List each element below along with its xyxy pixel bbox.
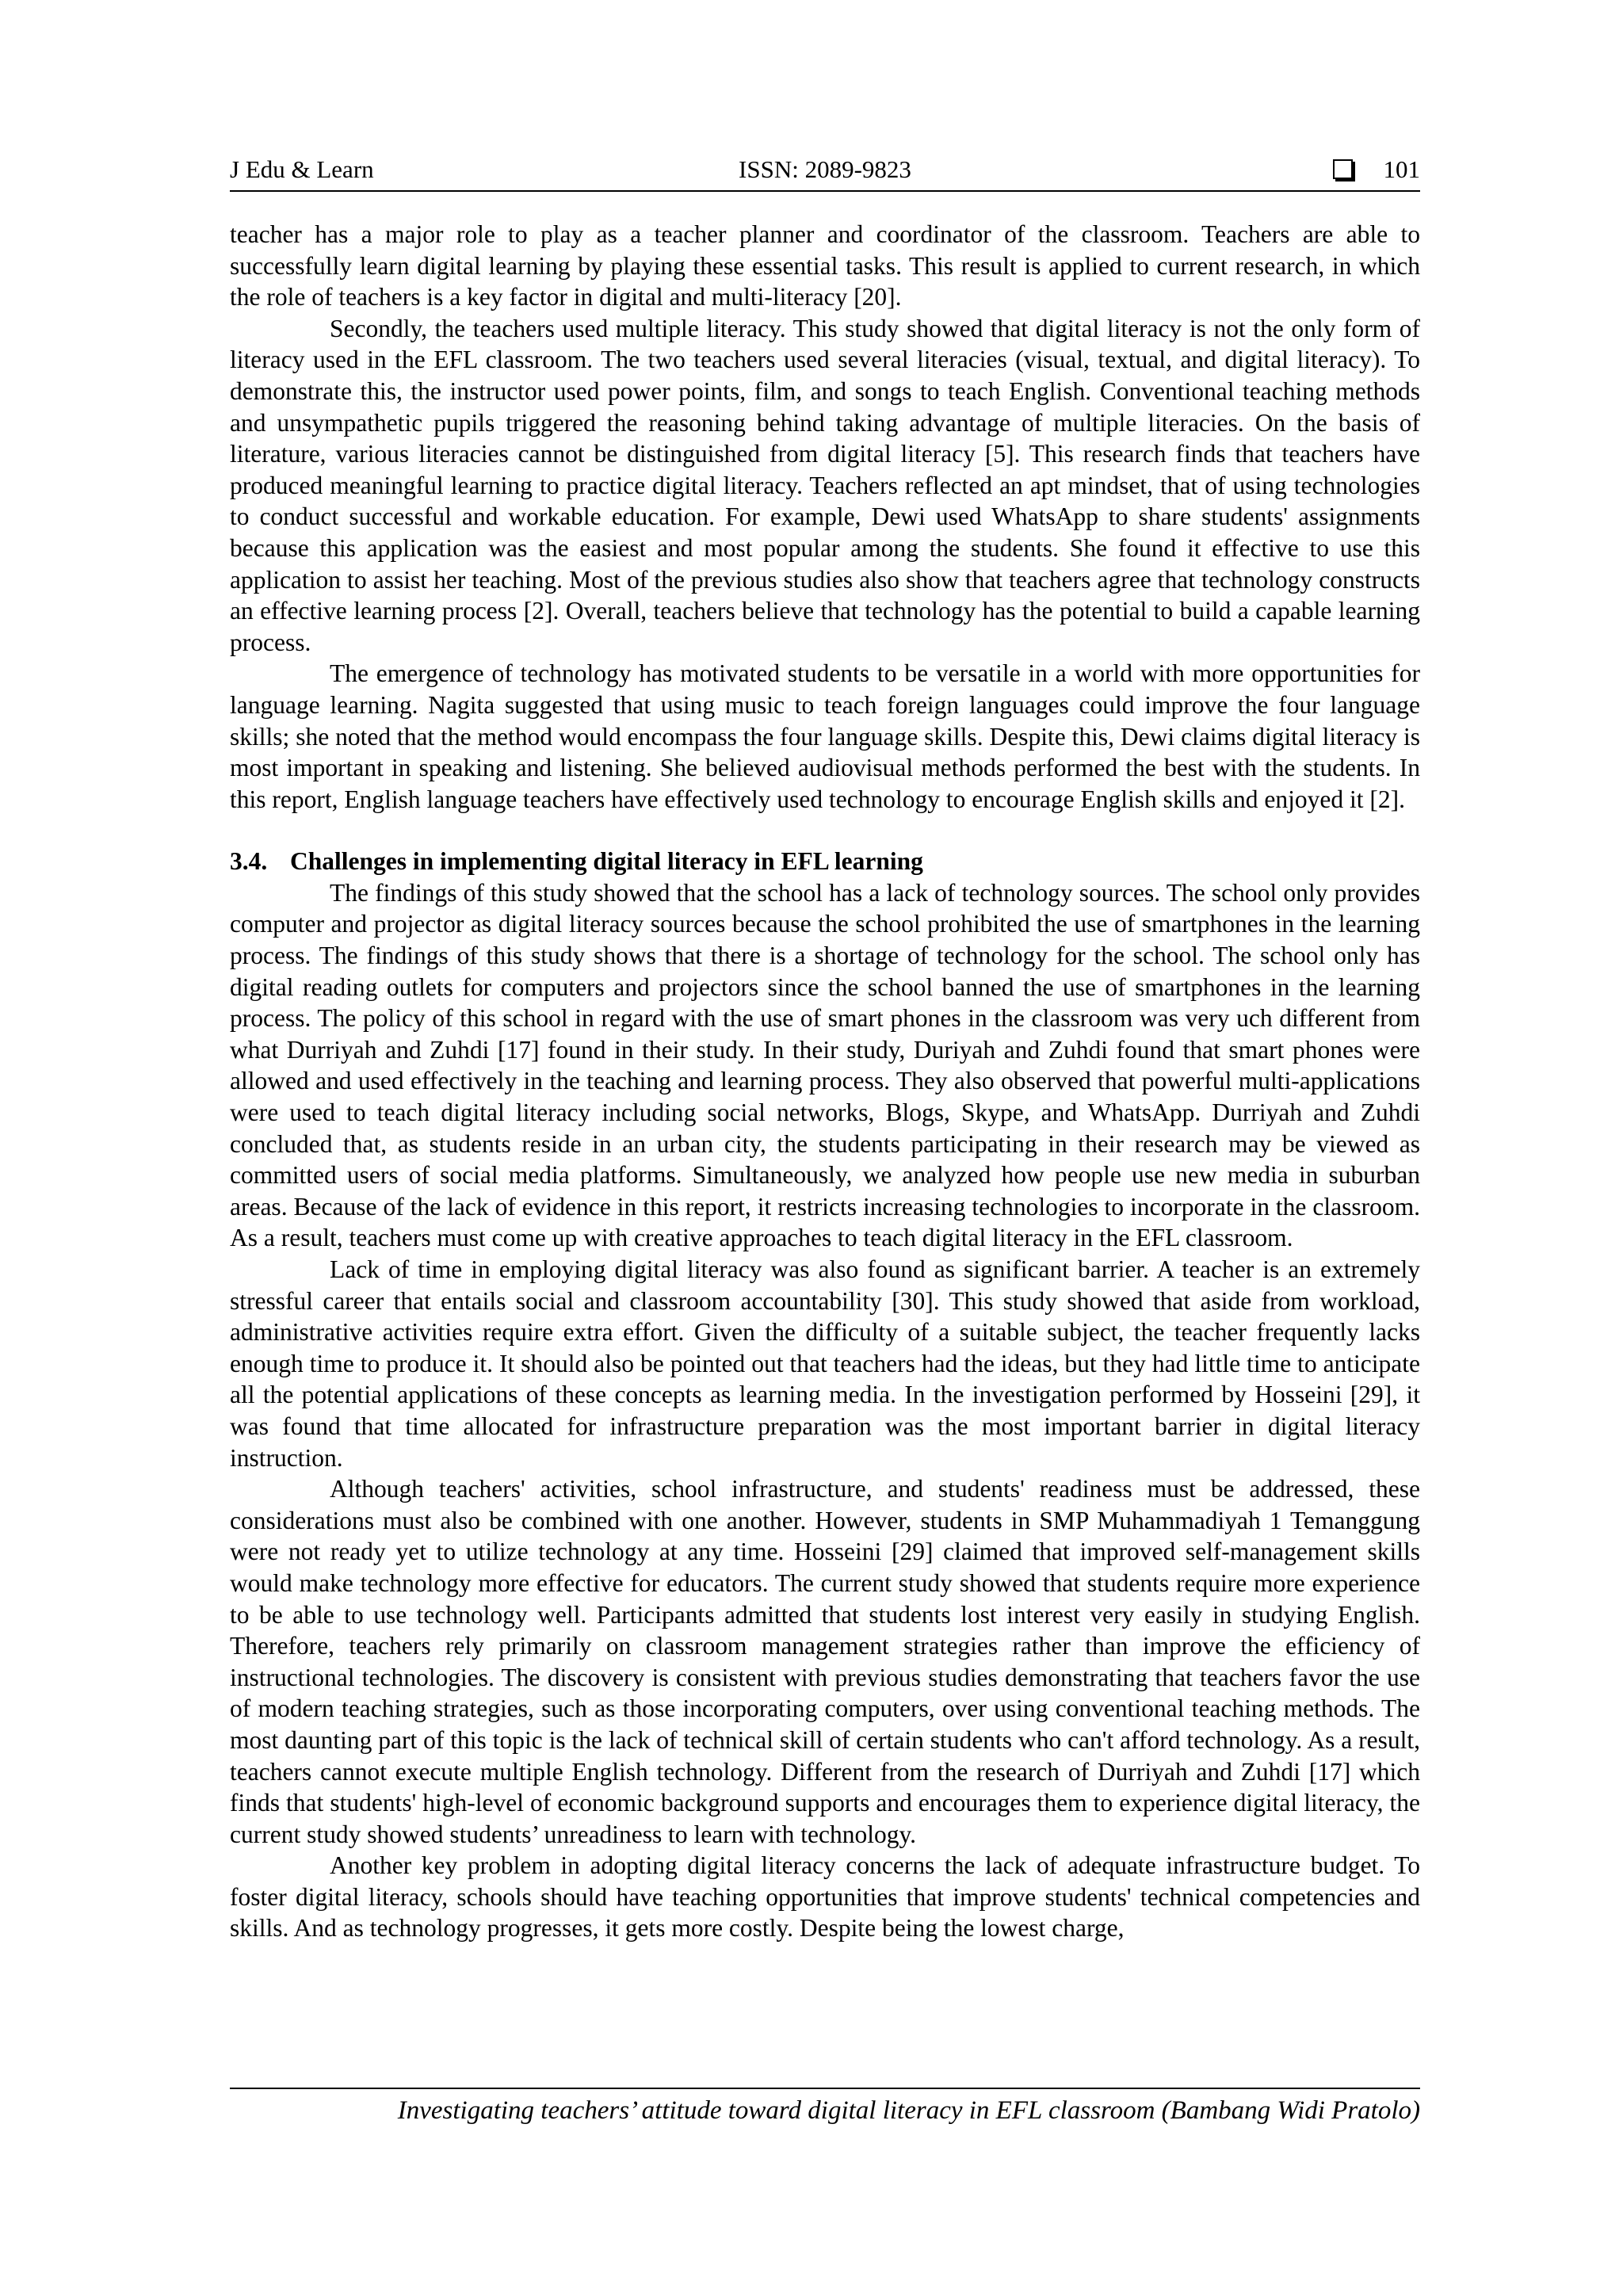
section-heading [230,846,1420,877]
paragraph-7: Another key problem in adopting digital literacy concerns the lack of adequate infrastructure budget. To foster digital literacy, schools should have teaching opportunities that improve students' technical competencies and skills. And as technology progresses, it gets more costly. Despite being the lowest charge, [230,1851,1420,1943]
page-number: 101 [1383,155,1420,183]
issn-number: ISSN: 2089-9823 [739,155,911,183]
paragraph-5: Lack of time in employing digital literacy was also found as significant barrier. A teacher is an extremely stressful career that entails social and classroom accountability [30]. This study showed that aside from workload, administrative activities require extra effort. Given the difficulty of a suitable subject, the teacher frequently lacks enough time to produce it. It should also be pointed out that teachers had the ideas, but they had little time to anticipate all the potential applications of these concepts as learning media. In the investigation performed by Hosseini [29], it was found that time allocated for infrastructure preparation was the most important barrier in digital literacy instruction. [230,1255,1420,1472]
journal-name: J Edu & Learn [230,155,374,183]
paragraph-2: Secondly, the teachers used multiple literacy. This study showed that digital literacy is not the only form of literacy used in the EFL classroom. The two teachers used several literacies (visual, textual, and digital literacy). To demonstrate this, the instructor used power points, film, and songs to teach English. Conventional teaching methods and unsympathetic pupils triggered the reasoning behind taking advantage of multiple literacies. On the basis of literature, various literacies cannot be distinguished from digital literacy [5]. This research finds that teachers have produced meaningful learning to practice digital literacy. Teachers reflected an apt mindset, that of using technologies to conduct successful and workable education. For example, Dewi used WhatsApp to share students' assignments because this application was the easiest and most popular among the students. She found it effective to use this application to assist her teaching. Most of the previous studies also show that teachers agree that technology constructs an effective learning process [2]. Overall, teachers believe that technology has the potential to build a capable learning process. [230,314,1420,656]
section-number: 3.4. [230,847,268,876]
page-header [230,152,1420,192]
body-text [230,219,1420,1944]
paragraph-4: The findings of this study showed that the school has a lack of technology sources. The school only provides computer and projector as digital literacy sources because the school prohibited the use of smartphones in the learning process. The findings of this study shows that there is a shortage of technology for the school. The school only has digital reading outlets for computers and projectors since the school banned the use of smartphones in the learning process. The policy of this school in regard with the use of smart phones in the classroom was very uch different from what Durriyah and Zuhdi [17] found in their study. In their study, Duriyah and Zuhdi found that smart phones were allowed and used effectively in the teaching and learning process. They also observed that powerful multi-applications were used to teach digital literacy including social networks, Blogs, Skype, and WhatsApp. Durriyah and Zuhdi concluded that, as students reside in an urban city, the students participating in their research may be viewed as committed users of social media platforms. Simultaneously, we analyzed how people use new media in suburban areas. Because of the lack of evidence in this report, it restricts increasing technologies to incorporate in the classroom. As a result, teachers must come up with creative approaches to teach digital literacy in the EFL classroom. [230,878,1420,1252]
footer-divider [230,2088,1420,2089]
checkbox-square-icon [1333,159,1353,179]
paragraph-1: teacher has a major role to play as a teacher planner and coordinator of the classroom. Teachers are able to successfully learn digital learning by playing these essential tasks. This result is applied to current research, in which the role of teachers is a key factor in digital and multi-literacy [20]. [230,220,1420,311]
running-title: Investigating teachers’ attitude toward digital literacy in EFL classroom (Bambang Widi Pratolo) [397,2096,1420,2125]
paragraph-3: The emergence of technology has motivated students to be versatile in a world with more opportunities for language learning. Nagita suggested that using music to teach foreign languages could improve the four language skills; she noted that the method would encompass the four language skills. Despite this, Dewi claims digital literacy is most important in speaking and listening. She believed audiovisual methods performed the best with the students. In this report, English language teachers have effectively used technology to encourage English skills and enjoyed it [2]. [230,659,1420,813]
paragraph-6: Although teachers' activities, school infrastructure, and students' readiness must be addressed, these considerations must also be combined with one another. However, students in SMP Muhammadiyah 1 Temanggung were not ready yet to utilize technology at any time. Hosseini [29] claimed that improved self-management skills would make technology more effective for educators. The current study showed that students require more experience to be able to use technology well. Participants admitted that students lost interest very easily in studying English. Therefore, teachers rely primarily on classroom management strategies rather than improve the efficiency of instructional technologies. The discovery is consistent with previous studies demonstrating that teachers favor the use of modern teaching strategies, such as those incorporating computers, over using conventional teaching methods. The most daunting part of this topic is the lack of technical skill of certain students who can't afford technology. As a result, teachers cannot execute multiple English technology. Different from the research of Durriyah and Zuhdi [17] which finds that students' high-level of economic background supports and encourages them to experience digital literacy, the current study showed students’ unreadiness to learn with technology. [230,1475,1420,1848]
section-title: Challenges in implementing digital literacy in EFL learning [290,847,923,876]
